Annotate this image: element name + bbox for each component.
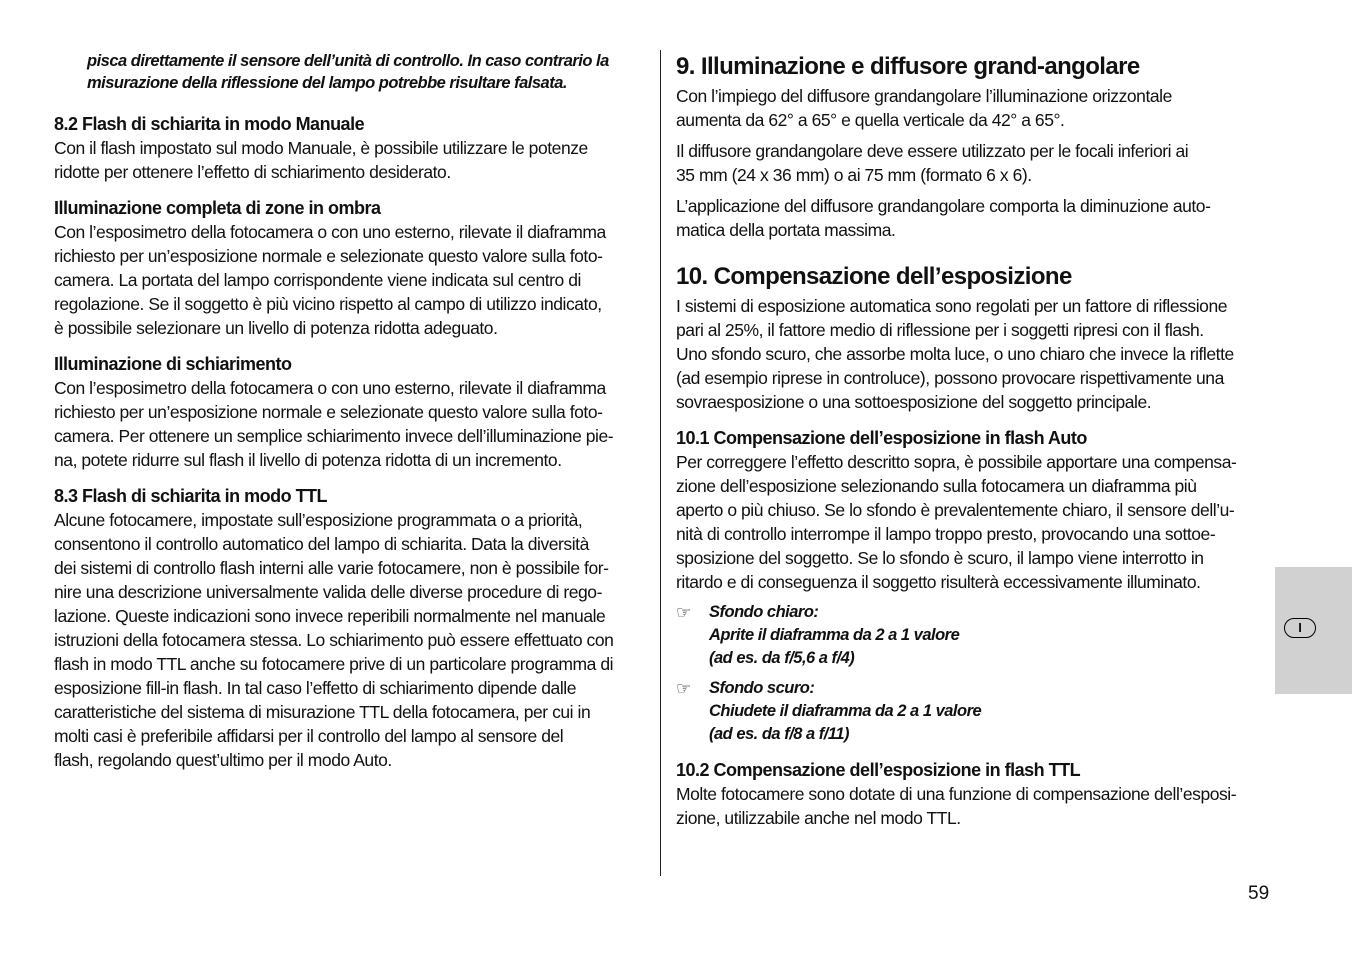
section-10-1-heading: 10.1 Compensazione dell’esposizione in flash Auto — [676, 428, 1087, 448]
page-number: 59 — [1248, 883, 1270, 904]
section-9-paragraph-3: L’applicazione del diffusore grandangolare comporta la diminuzione auto- matica della portata massima. — [676, 196, 1211, 240]
section-10-text: I sistemi di esposizione automatica sono regolati per un fattore di riflessione pari al 25%, il fattore medio di riflessione per i soggetti ripresi con il flash. Uno sfondo scuro, che assorbe molta luce, o uno chiaro che invece la riflette (ad esempio riprese in controluce), possono provocare rispettivamente una sovraesposizione o una sottoesposizione del soggetto principale. — [676, 296, 1234, 412]
column-divider — [660, 50, 661, 876]
pointing-hand-icon: ☞ — [676, 603, 692, 622]
section-8-3-heading: 8.3 Flash di schiarita in modo TTL — [54, 486, 328, 506]
section-8-3-text: Alcune fotocamere, impostate sull’esposizione programmata o a priorità, consentono il controllo automatico del lampo di schiarita. Data la diversità dei sistemi di controllo flash interni alle varie fotocamere, non è possibile for- nire una descrizione universalmente valida delle diverse procedure di rego- lazione. Queste indicazioni sono invece reperibili normalmente nel manuale istruzioni della fotocamera stessa. Lo schiarimento può essere effettuato con flash in modo TTL anche su fotocamere prive di un particolare programma di esposizione fill-in flash. In tal caso l’effetto di schiarimento dipende dalle caratteristiche del sistema di misurazione TTL della fotocamera, per cui in molti casi è preferibile affidarsi per il controllo del lampo al sensore del flash, regolando quest’ultimo per il modo Auto. — [54, 510, 614, 770]
section-9-heading: 9. Illuminazione e diffusore grand-angolare — [676, 53, 1140, 80]
right-column — [676, 50, 1276, 830]
intro-text: pisca direttamente il sensore dell’unità di controllo. In caso contrario la misurazione della riflessione del lampo potrebbe risultare falsata. — [87, 52, 609, 92]
left-column — [54, 50, 652, 772]
ombra-text: Con l’esposimetro della fotocamera o con uno esterno, rilevate il diaframma richiesto per un’esposizione normale e selezionate questo valore sulla foto- camera. La portata del lampo corrispondente viene indicata sul centro di regolazione. Se il soggetto è più vicino rispetto al campo di utilizzo indicato, è possibile selezionare un livello di potenza ridotta adeguato. — [54, 222, 606, 338]
schiarimento-heading: Illuminazione di schiarimento — [54, 354, 292, 374]
section-10-2-heading: 10.2 Compensazione dell’esposizione in flash TTL — [676, 760, 1081, 780]
section-10-2-text: Molte fotocamere sono dotate di una funzione di compensazione dell’esposi- zione, utilizzabile anche nel modo TTL. — [676, 784, 1237, 828]
note-sfondo-scuro: ☞ Sfondo scuro: Chiudete il diaframma da 2 a 1 valore (ad es. da f/8 a f/11) — [676, 679, 982, 743]
section-10-heading: 10. Compensazione dell’esposizione — [676, 263, 1072, 290]
note-sfondo-chiaro: ☞ Sfondo chiaro: Aprite il diaframma da 2 a 1 valore (ad es. da f/5,6 a f/4) — [676, 603, 960, 667]
section-8-2-heading: 8.2 Flash di schiarita in modo Manuale — [54, 114, 365, 134]
schiarimento-text: Con l’esposimetro della fotocamera o con uno esterno, rilevate il diaframma richiesto per un’esposizione normale e selezionate questo valore sulla foto- camera. Per ottenere un semplice schiarimento invece dell’illuminazione pie- na, potete ridurre sul flash il livello di potenza ridotta di un incremento. — [54, 378, 614, 470]
section-9-paragraph-1: Con l’impiego del diffusore grandangolare l’illuminazione orizzontale aumenta da 62° a 65° e quella verticale da 42° a 65°. — [676, 86, 1172, 130]
pointing-hand-icon: ☞ — [676, 679, 692, 698]
ombra-heading: Illuminazione completa di zone in ombra — [54, 198, 381, 218]
language-badge: I — [1284, 618, 1316, 638]
section-10-1-text: Per correggere l’effetto descritto sopra, è possibile apportare una compensa- zione dell’esposizione selezionando sulla fotocamera un diaframma più aperto o più chiuso. Se lo sfondo è prevalentemente chiaro, il sensore dell’u- nità di controllo interrompe il lampo troppo presto, provocando una sottoe- sposizione del soggetto. Se lo sfondo è scuro, il lampo viene interrotto in ritardo e di conseguenza il soggetto risulterà eccessivamente illuminato. — [676, 452, 1237, 592]
language-tab — [1275, 567, 1352, 694]
section-9-paragraph-2: Il diffusore grandangolare deve essere utilizzato per le focali inferiori ai 35 mm (24 x 36 mm) o ai 75 mm (formato 6 x 6). — [676, 141, 1189, 185]
section-8-2-text: Con il flash impostato sul modo Manuale, è possibile utilizzare le potenze ridotte per ottenere l’effetto di schiarimento desiderato. — [54, 138, 588, 182]
